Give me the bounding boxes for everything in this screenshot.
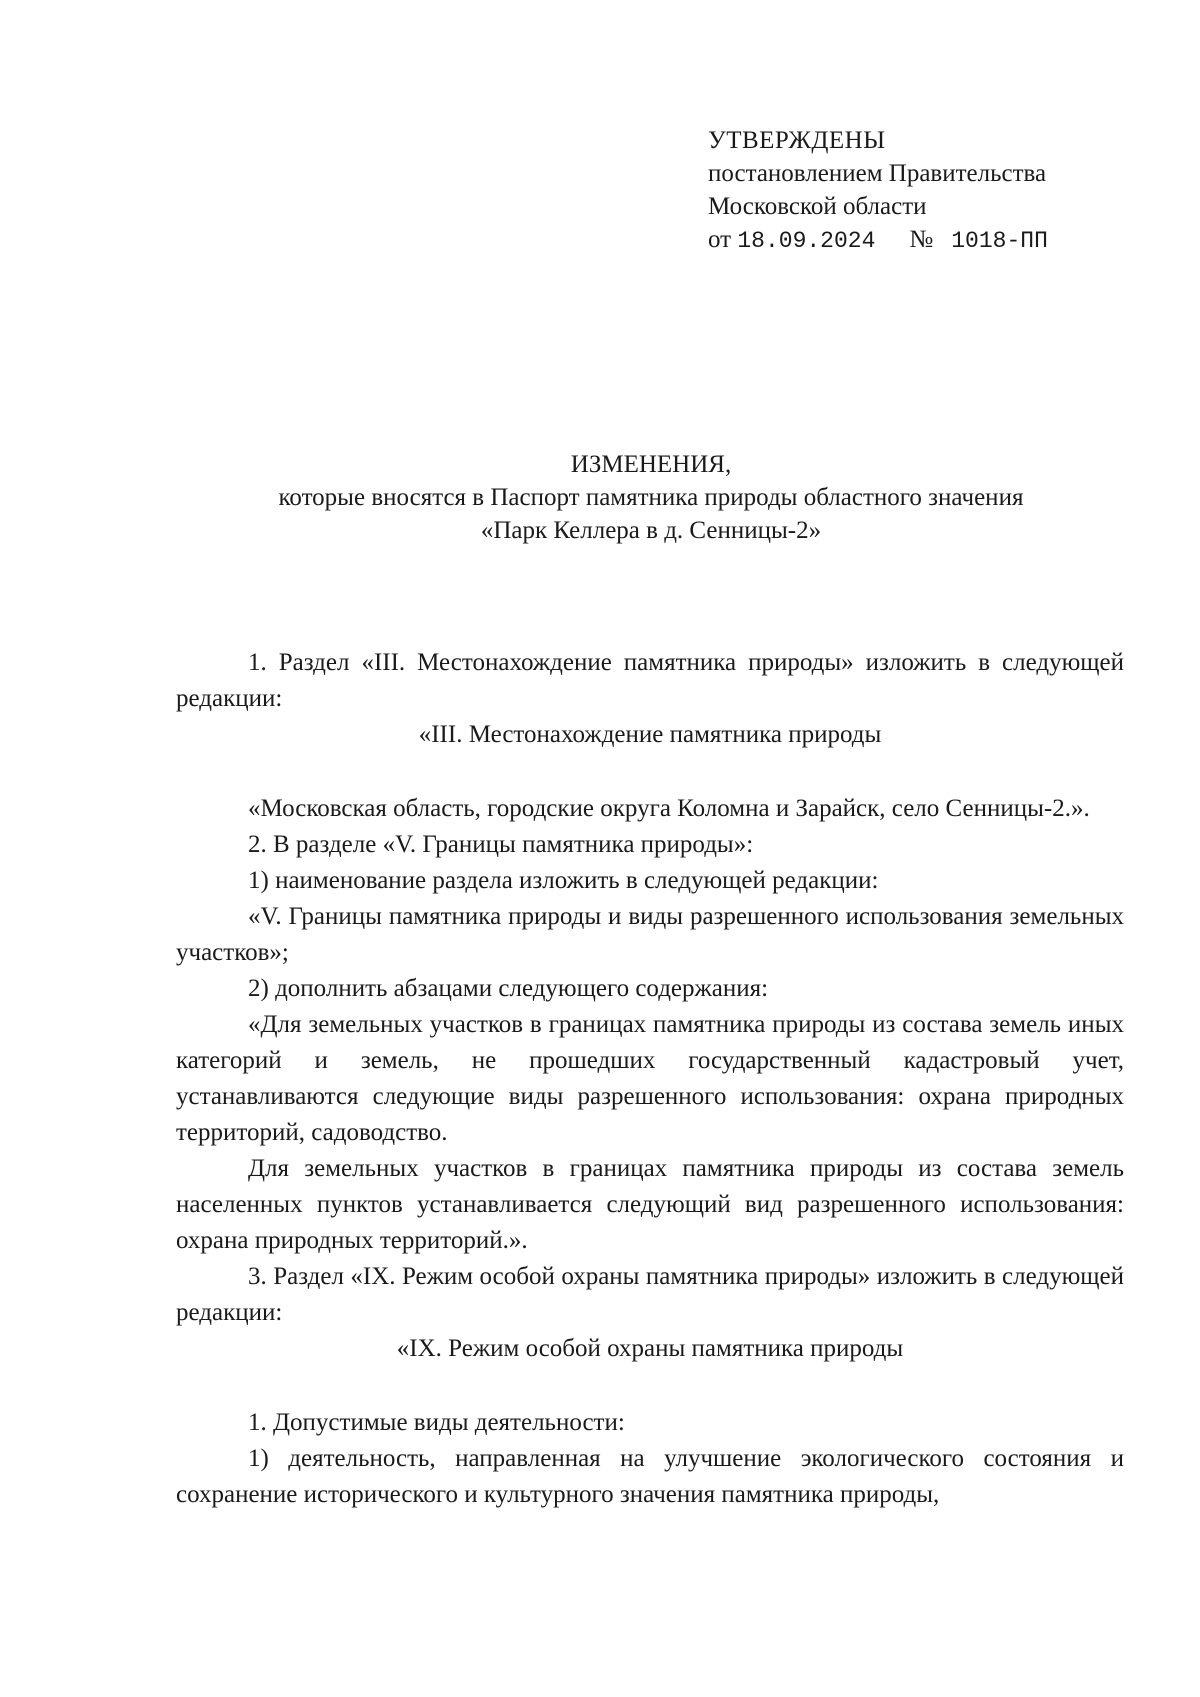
- paragraph-9: 3. Раздел «IX. Режим особой охраны памятника природы» изложить в следующей редакции:: [176, 1263, 1124, 1326]
- approval-from: от: [708, 226, 732, 253]
- paragraph-7: «Для земельных участков в границах памятника природы из состава земель иных категорий и земель, не прошедших государственный кадастровый учет, устанавливаются следующие виды разрешенного использования: охрана природных территорий, садоводство.: [176, 1011, 1124, 1146]
- paragraph-3: 2. В разделе «V. Границы памятника природы»:: [248, 831, 754, 858]
- paragraph-8: Для земельных участков в границах памятника природы из состава земель населенных пунктов устанавливается следующий вид разрешенного использования: охрана природных территорий.».: [176, 1155, 1124, 1254]
- approval-line-1: постановлением Правительства: [708, 160, 1047, 187]
- title-main: ИЗМЕНЕНИЯ,: [570, 451, 732, 478]
- spacer: [176, 1367, 1124, 1405]
- paragraph-4: 1) наименование раздела изложить в следующей редакции:: [248, 867, 879, 894]
- approval-line-2: Московской области: [708, 193, 927, 220]
- title-line-2: «Парк Келлера в д. Сенницы-2»: [480, 517, 822, 544]
- paragraph-11: 1) деятельность, направленная на улучшение экологического состояния и сохранение исторического и культурного значения памятника природы,: [176, 1445, 1124, 1508]
- paragraph-10: 1. Допустимые виды деятельности:: [248, 1409, 625, 1436]
- approval-number-sign: №: [909, 226, 934, 253]
- spacer: [176, 753, 1124, 791]
- paragraph-2: «Московская область, городские округа Коломна и Зарайск, село Сенницы-2.».: [248, 795, 1090, 822]
- document-body: [176, 645, 1124, 1513]
- approval-date-line: [708, 223, 1158, 258]
- paragraph-6: 2) дополнить абзацами следующего содержания:: [248, 975, 769, 1002]
- approval-stamp: [708, 124, 1158, 258]
- paragraph-5: «V. Границы памятника природы и виды разрешенного использования земельных участков»;: [176, 903, 1124, 966]
- approval-number: 1018-ПП: [951, 228, 1048, 254]
- document-title: [176, 448, 1126, 547]
- paragraph-1: 1. Раздел «III. Местонахождение памятника природы» изложить в следующей редакции:: [176, 649, 1124, 712]
- section-heading-3: «III. Местонахождение памятника природы: [418, 721, 882, 748]
- approval-date: 18.09.2024: [737, 228, 876, 254]
- title-line-1: которые вносятся в Паспорт памятника природы областного значения: [278, 484, 1024, 511]
- section-heading-9: «IX. Режим особой охраны памятника природы: [396, 1335, 904, 1362]
- approved-label: УТВЕРЖДЕНЫ: [708, 127, 886, 154]
